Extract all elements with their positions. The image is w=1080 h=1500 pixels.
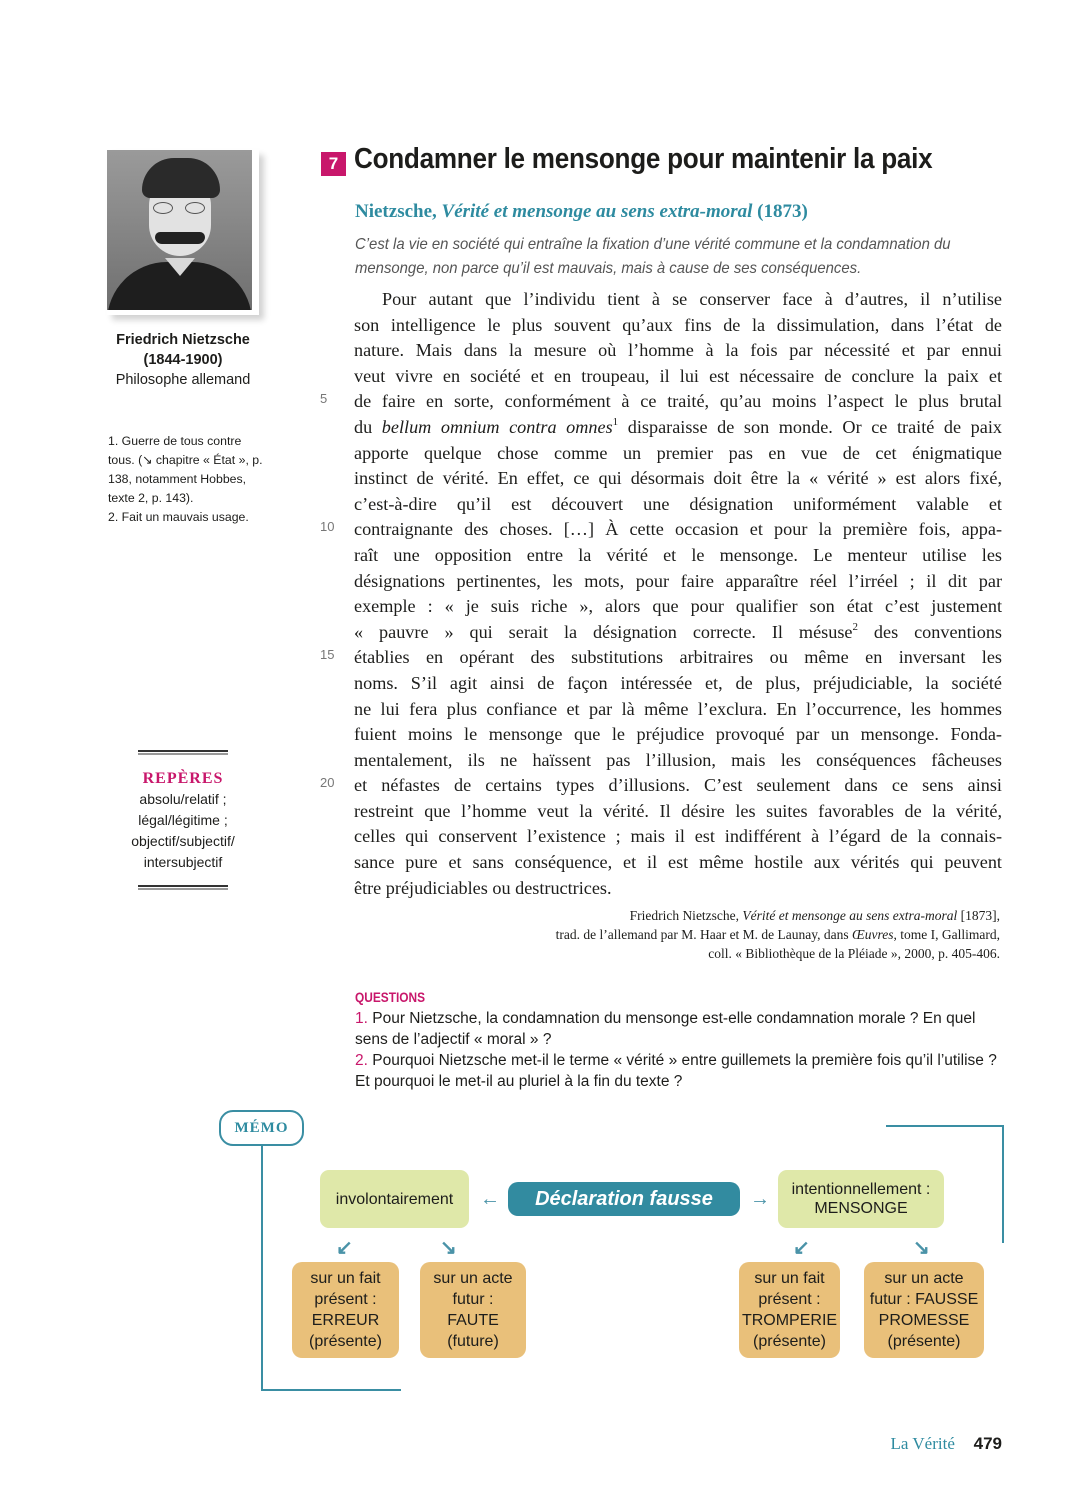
text-line: veut vivre en société et en troupeau, il lui est nécessaire de conclure la paix et xyxy=(354,365,1002,386)
page-title: Condamner le mensonge pour maintenir la paix xyxy=(354,143,933,175)
source-citation: Friedrich Nietzsche, Vérité et mensonge au sens extra-moral [1873], trad. de l’allemand par M. Haar et M. de Launay, dans Œuvres, tome I, Gallimard, coll. « Bibliothèque de la Pléiade », 2000, p. 405-406. xyxy=(555,908,1000,961)
author-name: Friedrich Nietzsche xyxy=(116,332,250,348)
reperes-item: objectif/subjectif/ xyxy=(131,833,235,849)
text-line: c’est-à-dire qu’il est découvert une désignation uniformément valable et xyxy=(354,493,1002,514)
text-line: raît une opposition entre la vérité et le mensonge. Le menteur utilise les xyxy=(354,544,1002,565)
memo-leaf-tromperie: sur un fait présent : TROMPERIE (présente) xyxy=(739,1262,840,1358)
subtitle-year: (1873) xyxy=(752,201,808,222)
text-line: restreint que l’homme veut la vérité. Il désire les suites favorables de la vérité, xyxy=(354,800,1002,821)
arrow-down-left-icon: ↙ xyxy=(793,1237,810,1259)
memo-leaf-fausse-promesse: sur un acte futur : FAUSSE PROMESSE (présente) xyxy=(864,1262,984,1358)
subtitle-work: Vérité et mensonge au sens extra-moral xyxy=(441,201,753,222)
memo-frame-line xyxy=(261,1146,263,1391)
memo-label: MÉMO xyxy=(219,1110,304,1146)
text-line: être préjudiciables ou destructrices. xyxy=(354,877,612,898)
source-subtitle xyxy=(355,201,808,223)
portrait-caption xyxy=(100,330,266,390)
footnote-2: 2. Fait un mauvais usage. xyxy=(108,510,249,524)
text-line: celles qui conservent l’existence ; mais il est indifférent à l’égard de la connais- xyxy=(354,826,1002,847)
line-number: 5 xyxy=(320,391,328,406)
memo-frame-line xyxy=(1002,1125,1004,1243)
memo-leaf-erreur: sur un fait présent : ERREUR (présente) xyxy=(292,1262,399,1358)
nietzsche-portrait-image xyxy=(107,150,252,310)
author-role: Philosophe allemand xyxy=(115,372,251,388)
footnote-ref-1: 1 xyxy=(612,415,619,428)
line-number: 10 xyxy=(320,519,335,534)
text-line: et néfastes de certains types d’illusions. C’est seulement dans ce sens ainsi xyxy=(354,775,1002,796)
memo-node-involontaire: involontairement xyxy=(320,1170,469,1228)
question-2: 2. Pourquoi Nietzsche met-il le terme « vérité » entre guillemets la première fois qu’il l’utilise ? Et pourquoi le met-il au pluriel à la fin du texte ? xyxy=(355,1052,997,1090)
memo-frame-line xyxy=(886,1125,1004,1127)
memo-node-mensonge: intentionnellement : MENSONGE xyxy=(778,1170,944,1228)
line-number: 15 xyxy=(320,647,335,662)
text-line: noms. S’il agit ainsi de façon intéressée et, de plus, préjudiciable, la société xyxy=(354,672,1002,693)
memo-node-declaration-fausse: Déclaration fausse xyxy=(508,1182,740,1216)
arrow-down-right-icon: ↘ xyxy=(440,1237,457,1259)
page-number: 479 xyxy=(973,1434,1002,1453)
footnote-1: 1. Guerre de tous contre tous. (↘ chapitre « État », p. 138, notamment Hobbes, texte 2, p. 143). xyxy=(108,434,263,505)
text-line: désignations pertinentes, les mots, pour faire apparaître réel l’irréel ; il dit par xyxy=(354,570,1002,591)
divider xyxy=(138,750,228,755)
memo-frame-line xyxy=(261,1389,401,1391)
text-line: établies en opérant des substitutions arbitraires ou même en inversant les xyxy=(354,647,1002,668)
text-line: du bellum omnium contra omnes$^1$ disparaisse de son monde. Or ce traité de paix xyxy=(354,415,1002,437)
divider xyxy=(138,885,228,890)
latin-phrase: bellum omnium contra omnes xyxy=(381,416,613,437)
footnote-ref-2: 2 xyxy=(852,620,858,633)
intro-text: C’est la vie en société qui entraîne la fixation d’une vérité commune et la condamnation du mensonge, non parce qu’il est mauvais, mais à cause de ses conséquences. xyxy=(355,236,951,277)
page-footer xyxy=(891,1434,1002,1454)
arrow-left-icon: ← xyxy=(480,1188,500,1210)
portrait-frame xyxy=(107,150,259,315)
text-line: « pauvre » qui serait la désignation correcte. Il mésuse$^2$ des conventions xyxy=(354,620,1002,642)
text-line: mentalement, ils ne haïssent pas l’illusion, mais les conséquences fâcheuses xyxy=(354,749,1002,770)
text-line: son intelligence le plus souvent qu’aux fins de la dissimulation, dans l’état de xyxy=(354,314,1002,335)
reperes-box xyxy=(131,750,235,890)
questions-section xyxy=(355,987,1005,1092)
text-line: apporte quelque chose comme un premier pas en vue de cet énigmatique xyxy=(354,442,1002,463)
footnotes xyxy=(108,432,268,527)
text-line: de faire en sorte, conformément à ce traité, qu’au moins l’aspect le plus brutal xyxy=(354,391,1002,412)
arrow-down-left-icon: ↙ xyxy=(336,1237,353,1259)
text-line: fuient moins le mensonge que le préjudice provoqué par un mensonge. Fonda- xyxy=(354,724,1002,745)
text-line: sance pure et sans conséquence, et il est même hostile aux vérités qui peuvent xyxy=(354,852,1002,873)
chapter-name: La Vérité xyxy=(890,1434,955,1453)
author-dates: (1844-1900) xyxy=(143,352,223,368)
text-line: exemple : « je suis riche », alors que pour qualifier son état c’est justement xyxy=(354,596,1002,617)
question-1: 1. Pour Nietzsche, la condamnation du mensonge est-elle condamnation morale ? En quel sens de l’adjectif « moral » ? xyxy=(355,1010,976,1048)
subtitle-author: Nietzsche, xyxy=(355,201,442,222)
text-line: Pour autant que l’individu tient à se conserver face à d’autres, il n’utilise xyxy=(382,289,1002,309)
line-number: 20 xyxy=(320,775,335,790)
main-excerpt xyxy=(354,287,1002,901)
text-line: instinct de vérité. En effet, ce qui désormais doit être la « vérité » est alors fixé, xyxy=(354,468,1002,489)
text-number-badge: 7 xyxy=(321,152,346,176)
reperes-item: légal/légitime ; xyxy=(138,812,228,828)
text-line: nature. Mais dans la mesure où l’homme à la fois par nécessité et par ennui xyxy=(354,340,1002,361)
text-line: contraignante des choses. […] À cette occasion et pour la première fois, appa- xyxy=(354,519,1002,540)
questions-title: QUESTIONS xyxy=(355,989,426,1005)
reperes-item: absolu/relatif ; xyxy=(139,791,227,807)
reperes-item: intersubjectif xyxy=(143,854,223,870)
arrow-right-icon: → xyxy=(750,1188,770,1210)
text-line: ne lui fera plus confiance et par là même l’exclura. En l’occurrence, les hommes xyxy=(354,698,1002,719)
memo-leaf-faute: sur un acte futur : FAUTE (future) xyxy=(420,1262,526,1358)
arrow-down-right-icon: ↘ xyxy=(913,1237,930,1259)
reperes-title: REPÈRES xyxy=(142,770,224,787)
